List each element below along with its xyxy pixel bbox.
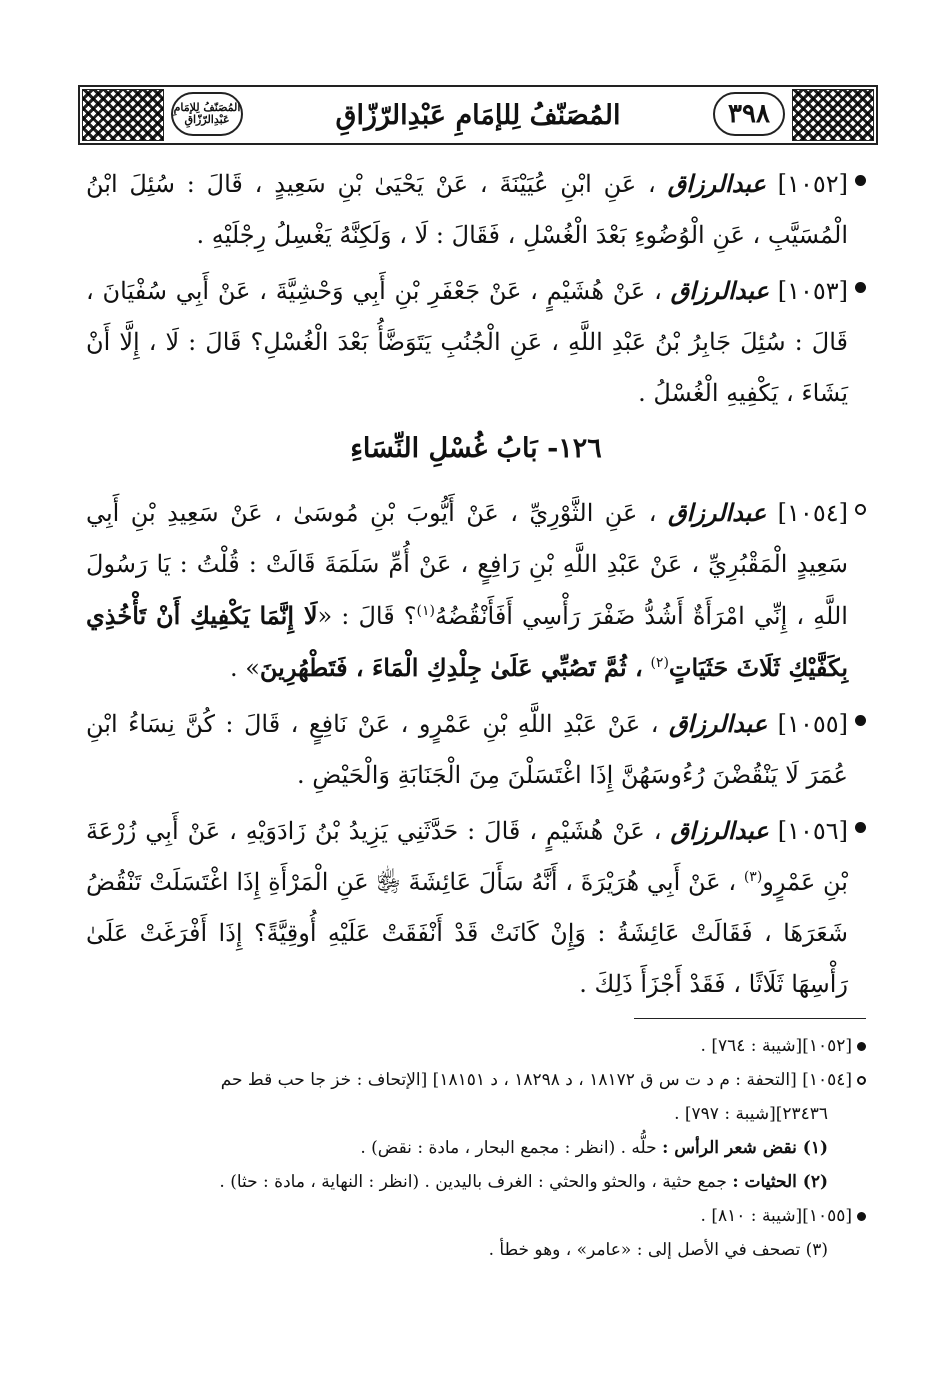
prophetic-saying: ، ثُمَّ تَصُبِّي عَلَىٰ جِلْدِكِ الْمَاءَ ، فَتَطْهُرِينَ: [259, 653, 643, 682]
footnote-text: ٢٣٤٣٦][شيبة : ٧٩٧] .: [674, 1104, 828, 1124]
page-header: [78, 85, 878, 145]
footnote-text: جمع حثية ، والحثو والحثي : الغرف باليدين . (انظر : النهاية ، مادة : حثا) .: [219, 1172, 727, 1192]
hadith-text: » .: [229, 654, 260, 682]
hadith-text: ، عَنْ هُشَيْمٍ ، عَنْ جَعْفَرِ بْنِ أَبِي وَحْشِيَّةَ ، عَنْ أَبِي سُفْيَانَ ، قَالَ : سُئِلَ جَابِرُ بْنُ عَبْدِ اللَّهِ ، عَنِ الْجُنُبِ يَتَوَضَّأُ بَعْدَ الْغُسْلِ؟ قَالَ : لَا ، إِلَّا أَنْ يَشَاءَ ، يَكْفِيهِ الْغُسْلُ .: [86, 277, 848, 407]
hadith-number: [١٠٥٥]: [777, 710, 848, 738]
narrator-name: عبدالرزاق: [668, 709, 768, 738]
footnote-divider: [634, 1018, 866, 1019]
hadith-text: ، عَنْ أَبِي هُرَيْرَةَ ، أَنَّهُ سَأَلَ عَائِشَةَ ﵂ عَنِ الْمَرْأَةِ إِذَا اغْتَسَلَتْ تَنْقُضُ شَعَرَهَا ، فَقَالَتْ عَائِشَةُ : وَإِنْ كَانَتْ قَدْ أَنْفَقَتْ عَلَيْهِ أُوقِيَّةً؟ إِذَا أَفْرَغَتْ عَلَىٰ رَأْسِهَا ثَلَاثًا ، فَقَدْ أَجْزَأَ ذَلِكَ .: [86, 868, 848, 998]
bullet-marker: [855, 715, 866, 726]
book-seal-logo: [171, 92, 243, 136]
hadith-1054: [86, 487, 866, 694]
footnote-1052: [86, 1030, 866, 1062]
main-text: [86, 158, 866, 1014]
hadith-number: [١٠٥٤]: [777, 499, 848, 527]
hadith-1052: [86, 158, 866, 261]
footnote-note-3: [86, 1234, 866, 1266]
bullet-marker: [857, 1212, 866, 1221]
footnote-note-2: [86, 1166, 866, 1198]
footnotes: [86, 1030, 866, 1268]
narrator-name: عبدالرزاق: [667, 498, 767, 527]
footnote-1055: [86, 1200, 866, 1232]
narrator-name: عبدالرزاق: [670, 816, 769, 845]
hadith-1055: [86, 698, 866, 801]
footnote-label: (١) نقض شعر الرأس :: [662, 1138, 828, 1158]
footnote-text: [١٠٥٥][شيبة : ٨١٠] .: [700, 1206, 852, 1226]
circle-marker: [857, 1076, 866, 1085]
bullet-marker: [855, 282, 866, 293]
footnote-ref[interactable]: (٣): [743, 869, 763, 885]
footnote-note-1: [86, 1132, 866, 1164]
chapter-title: ١٢٦- بَابُ غُسْلِ النِّسَاءِ: [350, 433, 602, 464]
footnote-1054-continued: [86, 1098, 866, 1130]
hadith-number: [١٠٥٢]: [777, 170, 848, 198]
hadith-text: ، عَنِ ابْنِ عُيَيْنَةَ ، عَنْ يَحْيَىٰ بْنِ سَعِيدٍ ، قَالَ : سُئِلَ ابْنُ الْمُسَيَّبِ ، عَنِ الْوُضُوءِ بَعْدَ الْغُسْلِ ، فَقَالَ : لَا ، وَلَكِنَّهُ يَغْسِلُ رِجْلَيْهِ .: [86, 170, 848, 249]
prophetic-saying: لَا إِنَّمَا يَكْفِيكِ أَنْ تَأْخُذِي بِكَفَّيْكِ ثَلَاثَ حَثَيَاتٍ: [86, 601, 848, 682]
hadith-number: [١٠٥٦]: [777, 817, 848, 845]
hadith-text: ، عَنْ عَبْدِ اللَّهِ بْنِ عَمْرٍو ، عَنْ نَافِعٍ ، قَالَ : كُنَّ نِسَاءُ ابْنِ عُمَرَ لَا يَنْقُضْنَ رُءُوسَهُنَّ إِذَا اغْتَسَلْنَ مِنَ الْجَنَابَةِ وَالْحَيْضِ .: [86, 710, 848, 789]
footnote-text: (٣) تصحف في الأصل إلى : «عامر» ، وهو خطأ .: [488, 1240, 828, 1260]
book-title: المُصَنّفُ لِلإمَامِ عَبْدِالرّزّاقِ: [335, 99, 621, 131]
hadith-text: ، عَنِ الثَّوْرِيِّ ، عَنْ أَيُّوبَ بْنِ مُوسَىٰ ، عَنْ سَعِيدِ بْنِ أَبِي سَعِيدٍ الْمَقْبُرِيِّ ، عَنْ عَبْدِ اللَّهِ بْنِ رَافِعٍ ، عَنْ أُمِّ سَلَمَةَ قَالَتْ : قُلْتُ : يَا رَسُولَ اللَّهِ ، إِنِّي امْرَأَةٌ أَشُدُّ ضَفْرَ رَأْسِي أَفَأَنْقُضُهُ: [86, 499, 848, 630]
book-seal-logo-text: المُصَنّفُ لِلإمَامِ عَبْدِالرّزّاقِ: [173, 100, 241, 126]
footnote-text: [١٠٥٤] [التحفة : م د ت س ق ١٨١٧٢ ، د ١٨٢٩٨ ، د ١٨١٥١] [الإتحاف : خز جا حب قط حم: [220, 1070, 852, 1090]
footnote-text: حلُّه . (انظر : مجمع البحار ، مادة : نقض) .: [360, 1138, 657, 1158]
hadith-text: ، عَنْ هُشَيْمٍ ، قَالَ : حَدَّثَنِي يَزِيدُ بْنُ زَادَوَيْهِ ، عَنْ أَبِي زُرْعَةَ بْنِ عَمْرٍو: [86, 817, 848, 896]
header-ornament-right: [792, 89, 874, 141]
hadith-number: [١٠٥٣]: [777, 277, 848, 305]
narrator-name: عبدالرزاق: [670, 276, 769, 305]
bullet-marker: [855, 175, 866, 186]
bullet-marker: [855, 822, 866, 833]
footnote-ref[interactable]: (٢): [650, 655, 669, 671]
footnote-label: (٢) الحثيات :: [732, 1172, 828, 1192]
circle-marker: [855, 504, 866, 515]
footnote-1054: [86, 1064, 866, 1096]
page-number: ٣٩٨: [713, 92, 785, 136]
header-ornament-left: [82, 89, 164, 141]
hadith-text: ؟ قَالَ : «: [317, 602, 417, 630]
narrator-name: عبدالرزاق: [667, 169, 766, 198]
hadith-1056: [86, 805, 866, 1010]
footnote-text: [١٠٥٢][شيبة : ٧٦٤] .: [700, 1036, 852, 1056]
footnote-ref[interactable]: (١): [416, 603, 435, 619]
hadith-1053: [86, 265, 866, 419]
bullet-marker: [857, 1042, 866, 1051]
